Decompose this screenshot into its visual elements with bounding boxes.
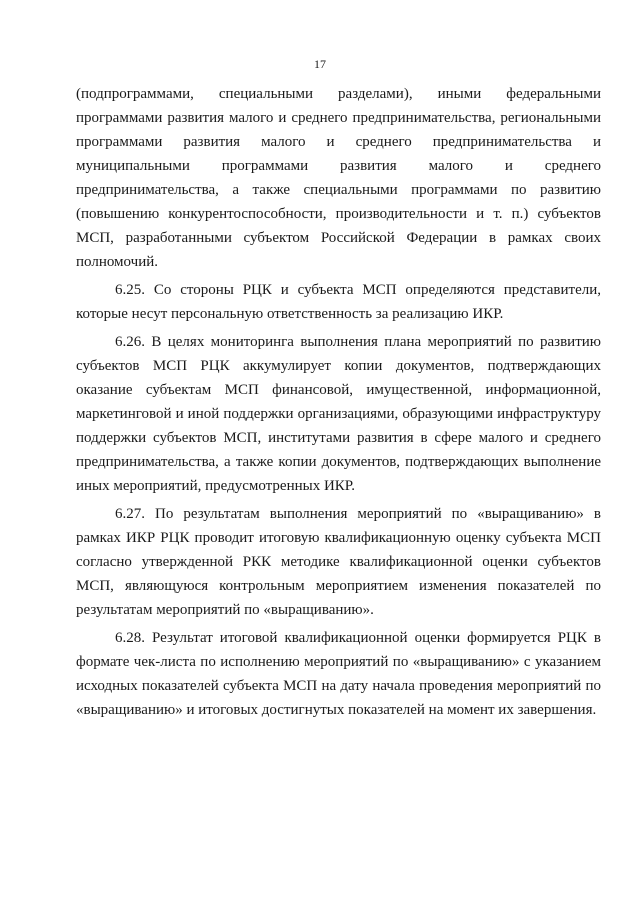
- paragraph-6-25: 6.25. Со стороны РЦК и субъекта МСП определяются представители, которые несут персональную ответственность за реализацию ИКР.: [76, 282, 601, 322]
- paragraph-6-26: 6.26. В целях мониторинга выполнения плана мероприятий по развитию субъектов МСП РЦК аккумулирует копии документов, подтверждающих оказание субъектам МСП финансовой, имущественной, информационной, маркетинговой и иной поддержки организациями, образующими инфраструктуру поддержки субъектов МСП, институтами развития в сфере малого и среднего предпринимательства, а также копии документов, подтверждающих выполнение иных мероприятий, предусмотренных ИКР.: [76, 334, 601, 494]
- document-body: [76, 82, 601, 726]
- paragraph-6-27: 6.27. По результатам выполнения мероприятий по «выращиванию» в рамках ИКР РЦК проводит итоговую квалификационную оценку субъекта МСП согласно утвержденной РКК методике квалификационной оценки субъектов МСП, являющуюся контрольным мероприятием изменения показателей по результатам мероприятий по «выращиванию».: [76, 506, 601, 618]
- paragraph-6-28: 6.28. Результат итоговой квалификационной оценки формируется РЦК в формате чек-листа по исполнению мероприятий по «выращиванию» с указанием исходных показателей субъекта МСП на дату начала проведения мероприятий по «выращиванию» и итоговых достигнутых показателей на момент их завершения.: [76, 630, 601, 718]
- page-number: 17: [314, 57, 326, 71]
- paragraph-continuation: (подпрограммами, специальными разделами), иными федеральными программами развития малого и среднего предпринимательства, региональными программами развития малого и среднего предпринимательства и муниципальными программами развития малого и среднего предпринимательства, а также специальными программами по развитию (повышению конкурентоспособности, производительности и т. п.) субъектов МСП, разработанными субъектом Российской Федерации в рамках своих полномочий.: [76, 86, 601, 270]
